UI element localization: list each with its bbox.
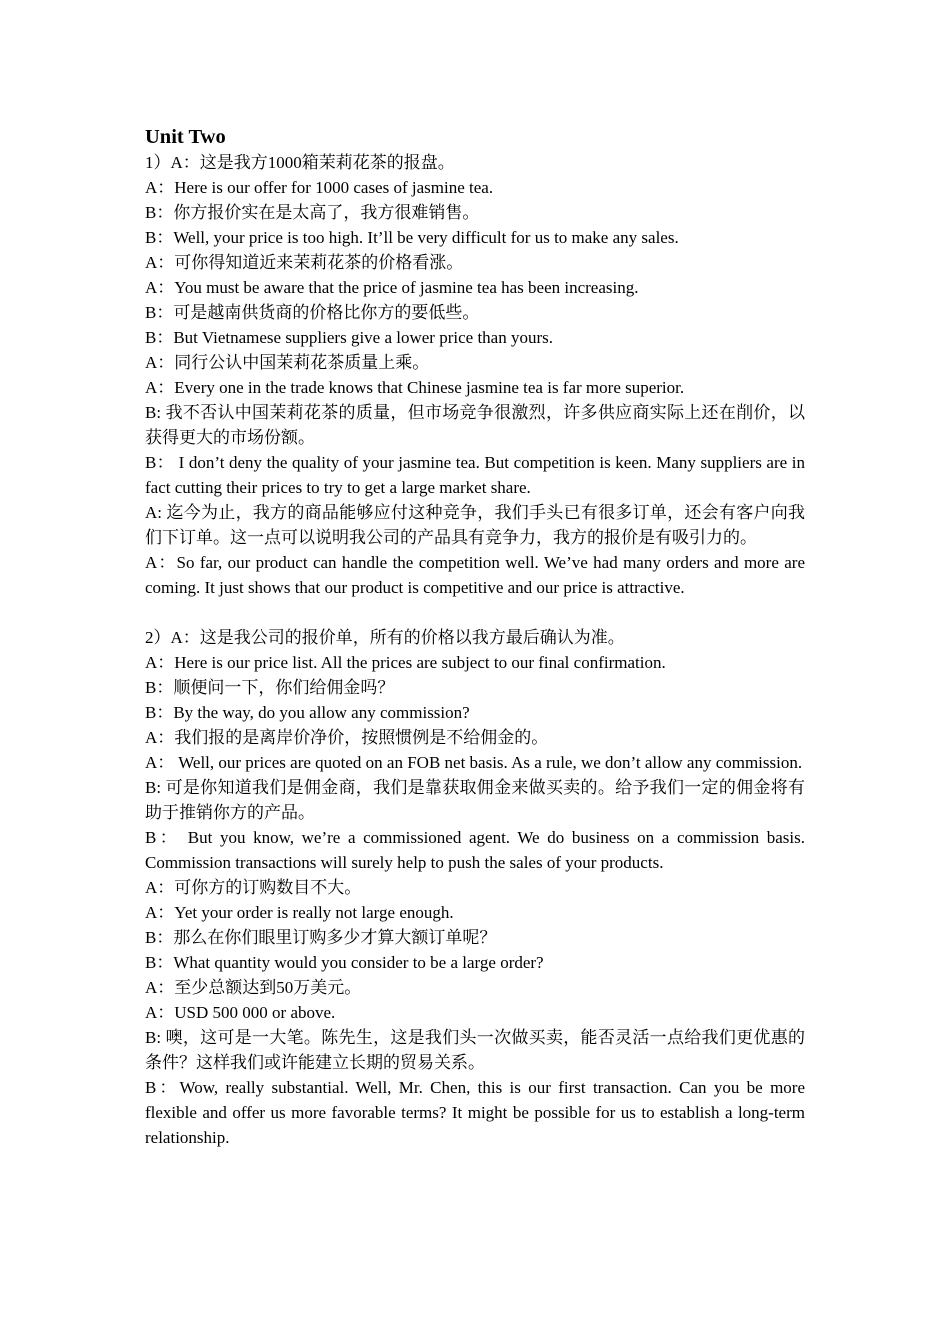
- dialogue-paragraph: B: 我不否认中国茉莉花茶的质量，但市场竞争很激烈，许多供应商实际上还在削价，以获得更大的市场份额。: [145, 403, 805, 447]
- document-page: [145, 124, 805, 1150]
- dialogue-line: B：可是越南供货商的价格比你方的要低些。: [145, 303, 480, 322]
- dialogue-paragraph: A：So far, our product can handle the competition well. We’ve had many orders and more are coming. It just shows that our product is competitive and our price is attractive.: [145, 553, 805, 597]
- dialogue-line: B：Well, your price is too high. It’ll be very difficult for us to make any sales.: [145, 228, 679, 247]
- dialogue-line: A：Yet your order is really not large enough.: [145, 903, 454, 922]
- dialogue-paragraph: B： I don’t deny the quality of your jasmine tea. But competition is keen. Many suppliers are in fact cutting their prices to try to get a large market share.: [145, 453, 805, 497]
- dialogue-line: A：至少总额达到50万美元。: [145, 978, 362, 997]
- dialogue-paragraph: A: 迄今为止，我方的商品能够应付这种竞争，我们手头已有很多订单，还会有客户向我们下订单。这一点可以说明我公司的产品具有竞争力，我方的报价是有吸引力的。: [145, 503, 805, 547]
- dialogue-line: B：But Vietnamese suppliers give a lower price than yours.: [145, 328, 553, 347]
- dialogue-line: A：可你得知道近来茉莉花茶的价格看涨。: [145, 253, 464, 272]
- dialogue-line: A：同行公认中国茉莉花茶质量上乘。: [145, 353, 430, 372]
- dialogue-paragraph: A： Well, our prices are quoted on an FOB net basis. As a rule, we don’t allow any commission.: [145, 753, 803, 772]
- dialogue-line: B：你方报价实在是太高了，我方很难销售。: [145, 203, 480, 222]
- dialogue-line: B：By the way, do you allow any commission?: [145, 703, 470, 722]
- dialogue-line: A：You must be aware that the price of jasmine tea has been increasing.: [145, 278, 639, 297]
- dialogue-line: B：顺便问一下，你们给佣金吗？: [145, 678, 395, 697]
- section-spacer: [145, 600, 805, 625]
- dialogue-line: 1）A：这是我方1000箱茉莉花茶的报盘。: [145, 153, 455, 172]
- dialogue-line: A：Here is our price list. All the prices are subject to our final confirmation.: [145, 653, 666, 672]
- dialogue-paragraph: B：Wow, really substantial. Well, Mr. Chen, this is our first transaction. Can you be more flexible and offer us more favorable terms? It might be possible for us to establish a long-term relationship.: [145, 1078, 805, 1147]
- dialogue-line: A：Here is our offer for 1000 cases of jasmine tea.: [145, 178, 494, 197]
- dialogue-line: A：我们报的是离岸价净价，按照惯例是不给佣金的。: [145, 728, 549, 747]
- dialogue-line: A：USD 500 000 or above.: [145, 1003, 336, 1022]
- dialogue-line: A：可你方的订购数目不大。: [145, 878, 362, 897]
- dialogue-line: 2）A：这是我公司的报价单，所有的价格以我方最后确认为准。: [145, 628, 625, 647]
- unit-title: Unit Two: [145, 126, 226, 148]
- dialogue-paragraph: B: 可是你知道我们是佣金商，我们是靠获取佣金来做买卖的。给予我们一定的佣金将有助于推销你方的产品。: [145, 778, 805, 822]
- dialogue-paragraph: B: 噢，这可是一大笔。陈先生，这是我们头一次做买卖，能否灵活一点给我们更优惠的条件？这样我们或许能建立长期的贸易关系。: [145, 1028, 805, 1072]
- dialogue-line: B：那么在你们眼里订购多少才算大额订单呢？: [145, 928, 497, 947]
- dialogue-line: A：Every one in the trade knows that Chinese jasmine tea is far more superior.: [145, 378, 685, 397]
- dialogue-line: B：What quantity would you consider to be a large order?: [145, 953, 544, 972]
- dialogue-paragraph: B： But you know, we’re a commissioned agent. We do business on a commission basis. Commission transactions will surely help to push the sales of your products.: [145, 828, 805, 872]
